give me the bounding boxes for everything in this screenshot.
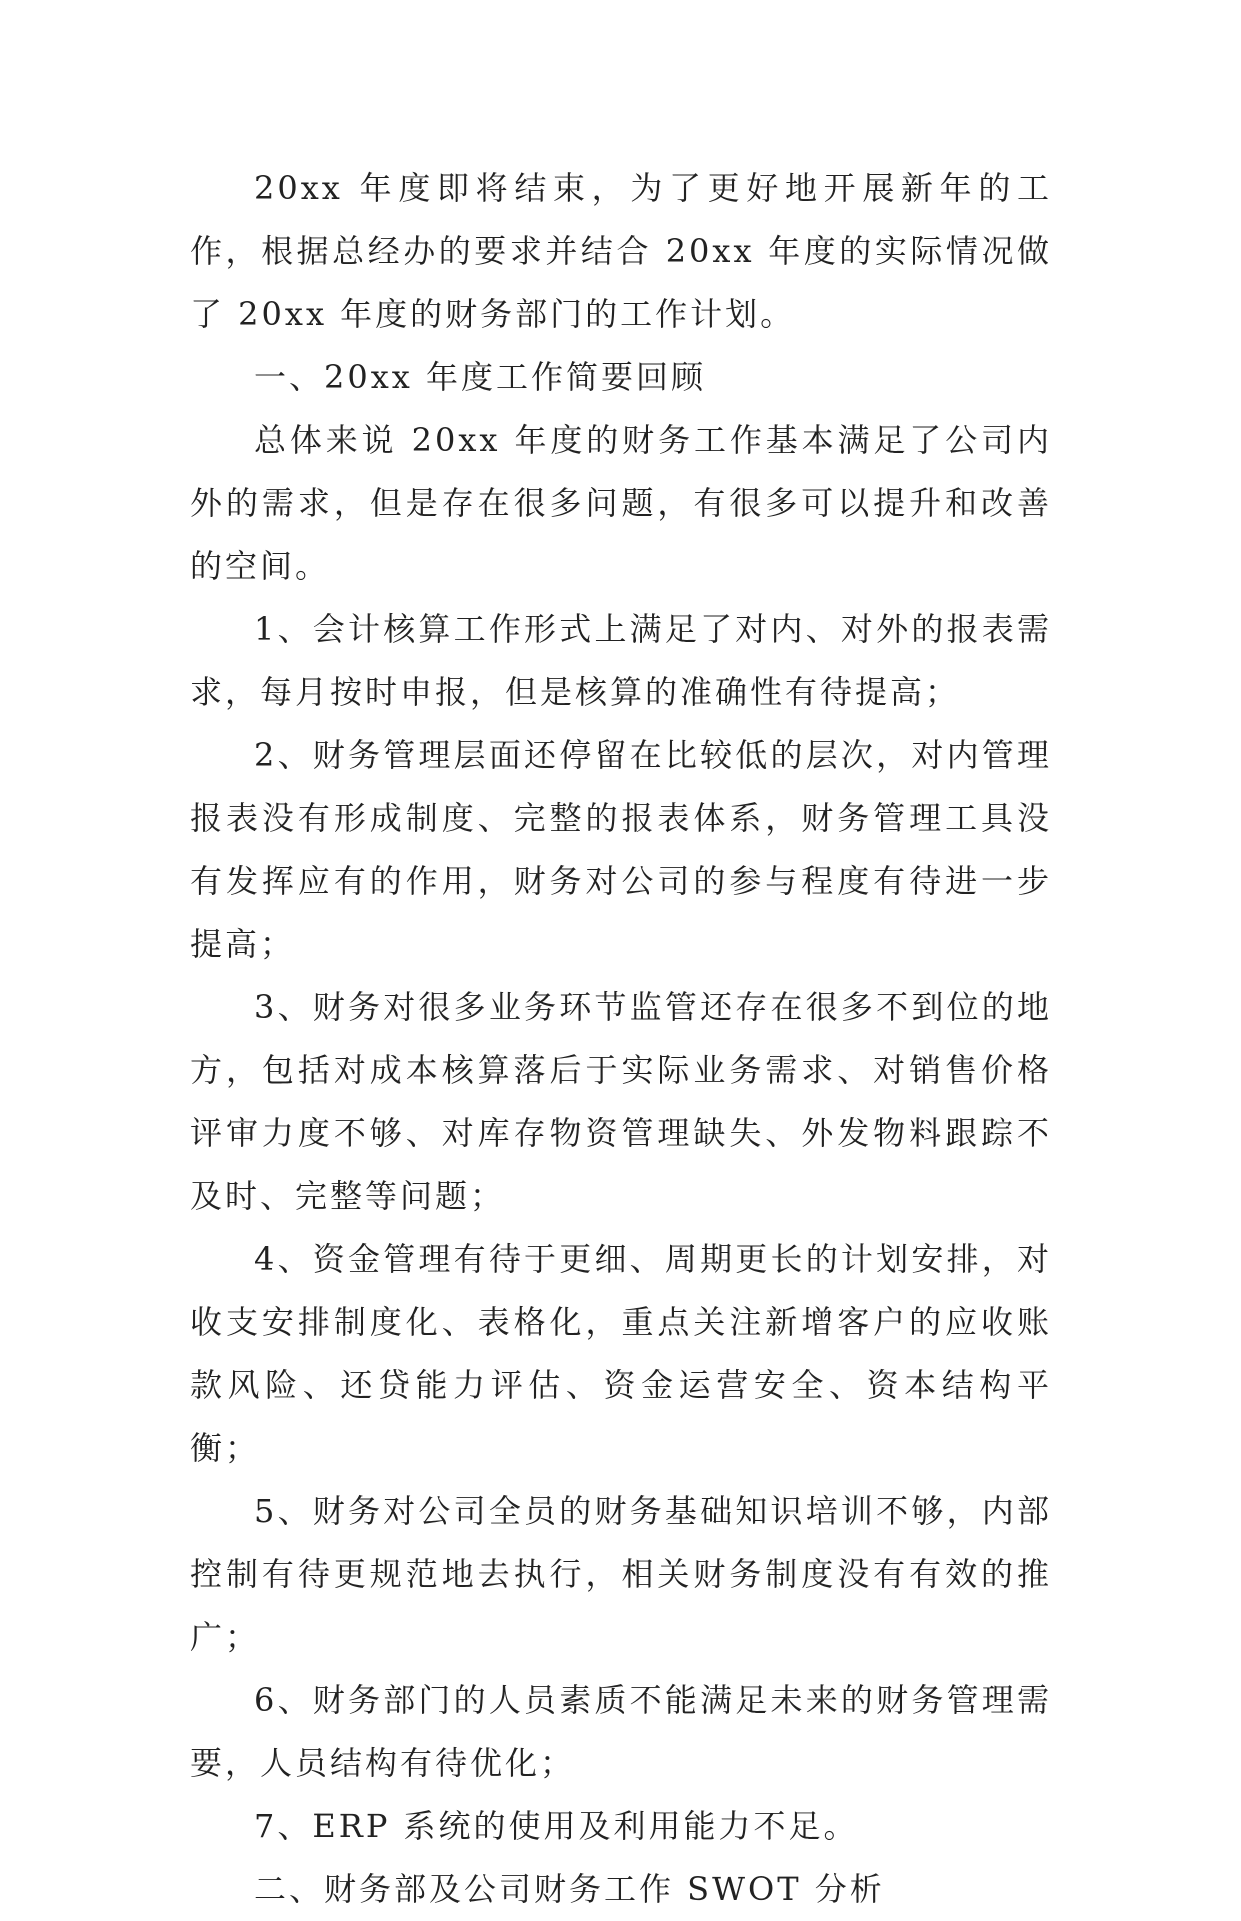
list-item-accounting: 1、会计核算工作形式上满足了对内、对外的报表需求，每月按时申报，但是核算的准确性有待提高； (190, 610, 1052, 711)
list-item-supervision: 3、财务对很多业务环节监管还存在很多不到位的地方，包括对成本核算落后于实际业务需求、对销售价格评审力度不够、对库存物资管理缺失、外发物料跟踪不及时、完整等问题； (190, 988, 1052, 1215)
list-item-staff-quality: 6、财务部门的人员素质不能满足未来的财务管理需要，人员结构有待优化； (190, 1681, 1052, 1782)
list-item-training: 5、财务对公司全员的财务基础知识培训不够，内部控制有待更规范地去执行，相关财务制度没有有效的推广； (190, 1492, 1052, 1656)
section-heading-review: 一、20xx 年度工作简要回顾 (254, 358, 706, 396)
section-heading-swot: 二、财务部及公司财务工作 SWOT 分析 (254, 1870, 885, 1908)
list-item-fund-management: 4、资金管理有待于更细、周期更长的计划安排，对收支安排制度化、表格化，重点关注新增客户的应收账款风险、还贷能力评估、资金运营安全、资本结构平衡； (190, 1240, 1052, 1467)
list-item-erp: 7、ERP 系统的使用及利用能力不足。 (254, 1807, 859, 1845)
document-body (190, 157, 1052, 1921)
list-item-management-level: 2、财务管理层面还停留在比较低的层次，对内管理报表没有形成制度、完整的报表体系，财务管理工具没有发挥应有的作用，财务对公司的参与程度有待进一步提高； (190, 736, 1052, 963)
summary-paragraph: 总体来说 20xx 年度的财务工作基本满足了公司内外的需求，但是存在很多问题，有很多可以提升和改善的空间。 (190, 421, 1052, 585)
intro-paragraph: 20xx 年度即将结束，为了更好地开展新年的工作，根据总经办的要求并结合 20xx 年度的实际情况做了 20xx 年度的财务部门的工作计划。 (190, 169, 1052, 333)
